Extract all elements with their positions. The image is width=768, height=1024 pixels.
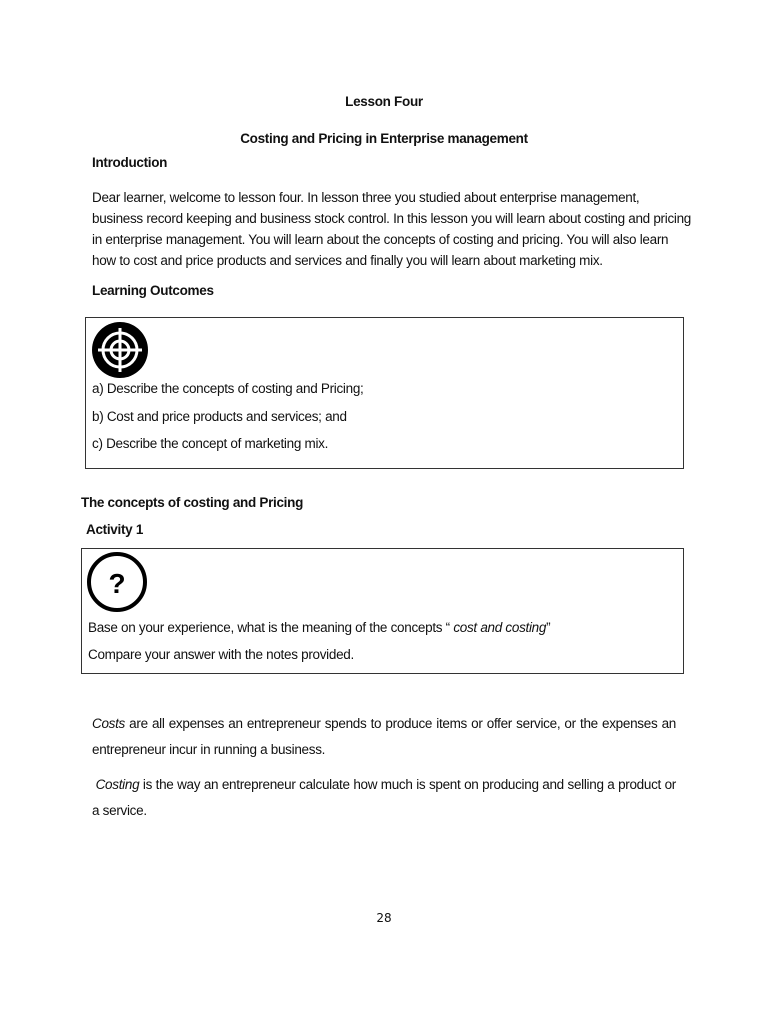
- outcome-item: a) Describe the concepts of costing and Pricing;: [92, 381, 364, 396]
- introduction-paragraph: Dear learner, welcome to lesson four. In lesson three you studied about enterprise management, business record keeping and business stock control. In this lesson you will learn about costing and pricing in enterprise management. You will learn about the concepts of costing and pricing. You will also learn how to cost and price products and services and finally you will learn about marketing mix.: [92, 190, 692, 268]
- target-icon: [92, 322, 148, 378]
- costs-definition: Costs are all expenses an entrepreneur spends to produce items or offer service, or the expenses an entrepreneur incur in running a business.: [92, 716, 676, 757]
- learning-outcomes-box: [85, 317, 684, 469]
- activity-instruction: Compare your answer with the notes provided.: [88, 647, 354, 662]
- costing-definition: Costing is the way an entrepreneur calculate how much is spent on producing and selling a product or a service.: [92, 777, 677, 818]
- concepts-heading: The concepts of costing and Pricing: [81, 495, 304, 510]
- outcome-item: c) Describe the concept of marketing mix.: [92, 436, 329, 451]
- lesson-subtitle: Costing and Pricing in Enterprise management: [240, 131, 528, 146]
- activity-box: [81, 548, 684, 674]
- svg-text:?: ?: [108, 568, 126, 599]
- outcome-item: b) Cost and price products and services; and: [92, 409, 347, 424]
- introduction-heading: Introduction: [92, 155, 168, 170]
- page-number: 28: [376, 911, 392, 925]
- activity-heading: Activity 1: [86, 522, 144, 537]
- activity-question: Base on your experience, what is the meaning of the concepts “ cost and costing”: [88, 620, 551, 635]
- learning-outcomes-heading: Learning Outcomes: [92, 283, 214, 298]
- lesson-title: Lesson Four: [345, 94, 423, 109]
- question-icon: [86, 551, 148, 613]
